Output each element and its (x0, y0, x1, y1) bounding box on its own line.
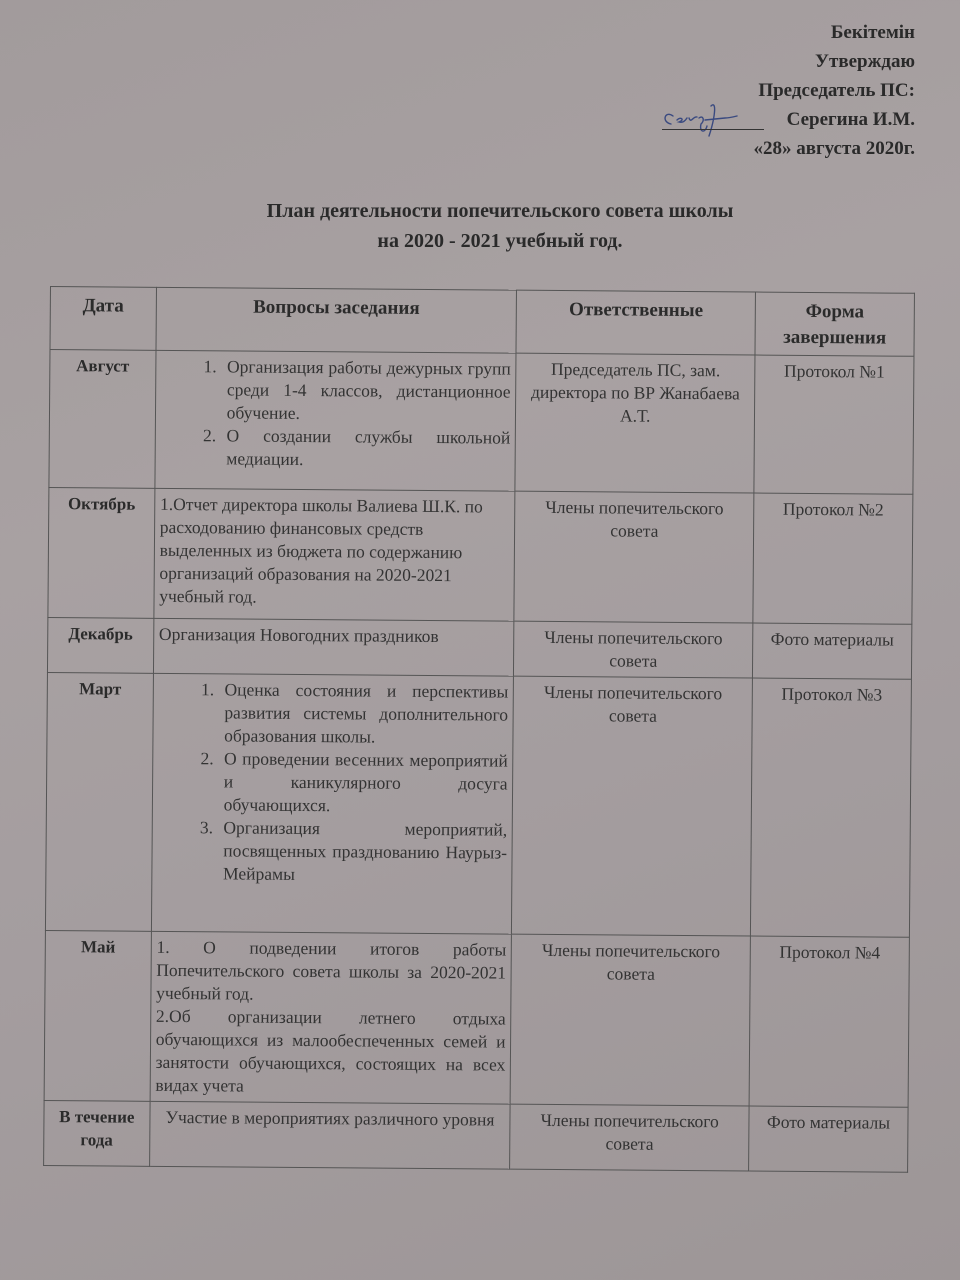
table-row (44, 1100, 908, 1172)
approval-chairman-label: Председатель ПС: (758, 80, 915, 101)
row-completion: Фото материалы (753, 623, 912, 679)
table-row (47, 617, 911, 679)
row-responsible: Члены попечительского совета (511, 934, 751, 1106)
row-topics: Участие в мероприятиях различного уровня (149, 1101, 510, 1169)
row-completion: Протокол №2 (753, 493, 913, 624)
signature-icon (655, 98, 765, 138)
row-responsible: Члены попечительского совета (512, 676, 753, 936)
title-line-1: План деятельности попечительского совета школы (266, 200, 734, 222)
row-completion: Протокол №4 (749, 936, 909, 1107)
row-completion: Протокол №3 (750, 678, 911, 937)
row-responsible: Члены попечительского совета (510, 1104, 749, 1171)
header-date: Дата (50, 287, 156, 351)
header-responsible: Ответственные (516, 290, 755, 355)
document-title (0, 196, 960, 256)
row-topics (151, 673, 514, 934)
topic-item: 1. Организация работы дежурных групп среди 1-4 классов, дистанционное обучение. (221, 355, 511, 426)
approval-kazakh: Бекітемін (830, 22, 915, 43)
row-topics (150, 931, 512, 1104)
table-row (45, 672, 911, 937)
row-date: Август (49, 350, 156, 489)
table-header-row (50, 287, 914, 357)
topic-item: 3. Организация мероприятий, посвященных празднованию Наурыз-Мейрамы (217, 816, 507, 887)
topic-item: 1. Оценка состояния и перспективы развития системы дополнительного образования школы. (218, 678, 508, 749)
row-topics (155, 350, 517, 491)
signature-line (662, 129, 764, 130)
plan-table (43, 286, 915, 1173)
row-completion: Фото материалы (749, 1106, 908, 1172)
row-responsible: Члены попечительского совета (514, 621, 753, 678)
row-responsible: Члены попечительского совета (514, 491, 754, 623)
row-date: Декабрь (47, 617, 153, 673)
table-row (44, 930, 909, 1107)
row-date: В течение года (44, 1100, 150, 1166)
topic-item: 1. О подведении итогов работы Попечительского совета школы за 2020-2021 учебный год. (156, 936, 507, 1004)
approval-date: «28» августа 2020г. (753, 138, 915, 159)
topic-item: 2. О проведении весенних мероприятий и каникулярного досуга обучающихся. (218, 747, 508, 818)
approval-russian: Утверждаю (815, 51, 915, 72)
table-row (49, 350, 914, 495)
table-row (48, 487, 913, 624)
row-topics: Организация Новогодних праздников (153, 618, 514, 676)
row-date: Октябрь (48, 487, 155, 618)
row-responsible: Председатель ПС, зам. директора по ВР Жанабаева А.Т. (515, 353, 755, 493)
topic-item: 2. О создании службы школьной медиации. (220, 424, 510, 472)
title-line-2: на 2020 - 2021 учебный год. (377, 230, 623, 252)
header-topics: Вопросы заседания (156, 287, 517, 353)
header-completion: Форма завершения (755, 292, 914, 356)
row-date: Март (45, 672, 153, 931)
approval-block (753, 18, 915, 163)
row-completion: Протокол №1 (754, 355, 914, 494)
approval-chairman-name: Серегина И.М. (786, 109, 915, 130)
row-topics: 1.Отчет директора школы Валиева Ш.К. по расходованию финансовых средств выделенных из бюджета по содержанию организаций образования на 2020-2021 учебный год. (154, 488, 516, 621)
row-date: Май (44, 930, 151, 1101)
topic-item: 2.Об организации летнего отдыха обучающихся из малообеспеченных семей и занятости обучающихся, состоящих на всех видах учета (155, 1005, 506, 1096)
